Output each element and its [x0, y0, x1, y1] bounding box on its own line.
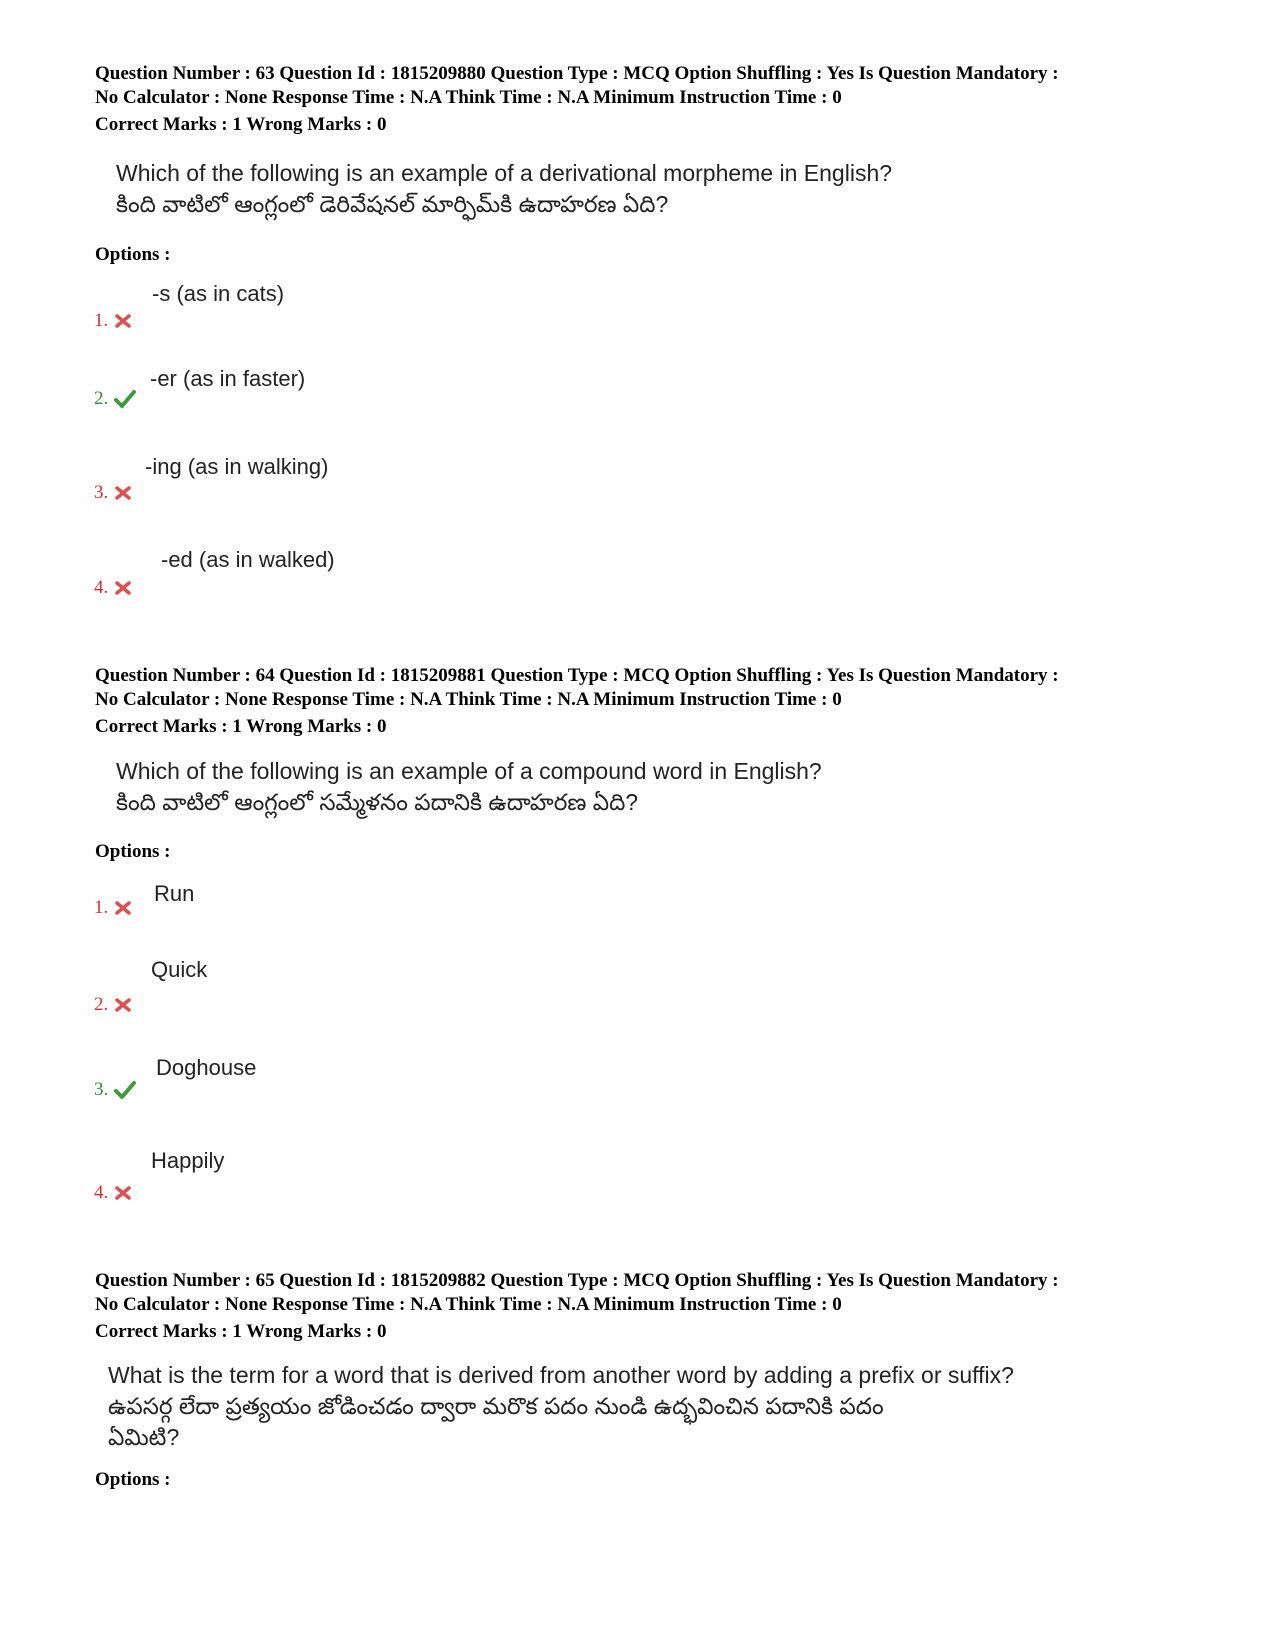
question-text	[108, 1360, 1148, 1453]
option-text: -s (as in cats)	[152, 281, 285, 306]
option-number: 2.	[94, 994, 132, 1016]
question-meta	[95, 62, 1235, 110]
cross-icon	[114, 1185, 132, 1201]
options-header: Options :	[95, 1469, 171, 1490]
question-text-telugu-cont: ఏమిటి?	[108, 1424, 180, 1450]
option-text: -ed (as in walked)	[161, 547, 335, 572]
cross-icon	[114, 580, 132, 596]
question-text-english: Which of the following is an example of a derivational morpheme in English?	[116, 160, 893, 186]
cross-icon	[114, 900, 132, 916]
meta-line-2: No Calculator : None Response Time : N.A Think Time : N.A Minimum Instruction Time : 0	[95, 87, 842, 108]
meta-line-1: Question Number : 63 Question Id : 1815209880 Question Type : MCQ Option Shuffling : Yes Is Question Mandatory :	[95, 63, 1059, 84]
question-meta	[95, 1269, 1235, 1317]
cross-icon	[114, 313, 132, 329]
option-text: -er (as in faster)	[150, 366, 306, 391]
option-number: 3.	[94, 482, 132, 504]
option-number: 3.	[94, 1079, 136, 1101]
question-text-english: What is the term for a word that is derived from another word by adding a prefix or suffix?	[108, 1362, 1014, 1388]
question-text	[116, 756, 1156, 818]
question-meta	[95, 664, 1235, 712]
options-header: Options :	[95, 841, 171, 862]
check-icon	[114, 390, 136, 408]
option-text: Happily	[151, 1148, 225, 1173]
option-text: -ing (as in walking)	[145, 454, 329, 479]
marks-line: Correct Marks : 1 Wrong Marks : 0	[95, 114, 387, 135]
option-number: 2.	[94, 388, 136, 410]
meta-line-1: Question Number : 65 Question Id : 1815209882 Question Type : MCQ Option Shuffling : Yes Is Question Mandatory :	[95, 1270, 1059, 1291]
option-number: 1.	[94, 310, 132, 332]
option-text: Run	[154, 881, 195, 906]
marks-line: Correct Marks : 1 Wrong Marks : 0	[95, 716, 387, 737]
option-text: Quick	[151, 957, 208, 982]
option-text: Doghouse	[156, 1055, 257, 1080]
question-text-telugu: కింది వాటిలో ఆంగ్లంలో సమ్మేళనం పదానికి ఉదాహరణ ఏది?	[116, 789, 639, 815]
question-text-english: Which of the following is an example of a compound word in English?	[116, 758, 822, 784]
options-header: Options :	[95, 244, 171, 265]
cross-icon	[114, 485, 132, 501]
question-text-telugu: కింది వాటిలో ఆంగ్లంలో డెరివేషనల్ మార్ఫిమ్‌కి ఉదాహరణ ఏది?	[116, 191, 669, 217]
meta-line-1: Question Number : 64 Question Id : 1815209881 Question Type : MCQ Option Shuffling : Yes Is Question Mandatory :	[95, 665, 1059, 686]
option-number: 4.	[94, 1182, 132, 1204]
option-number: 1.	[94, 897, 132, 919]
marks-line: Correct Marks : 1 Wrong Marks : 0	[95, 1321, 387, 1342]
question-text-telugu: ఉపసర్గ లేదా ప్రత్యయం జోడించడం ద్వారా మరొక పదం నుండి ఉద్భవించిన పదానికి పదం	[108, 1393, 884, 1419]
question-text	[116, 158, 1156, 220]
meta-line-2: No Calculator : None Response Time : N.A Think Time : N.A Minimum Instruction Time : 0	[95, 1294, 842, 1315]
meta-line-2: No Calculator : None Response Time : N.A Think Time : N.A Minimum Instruction Time : 0	[95, 689, 842, 710]
check-icon	[114, 1081, 136, 1099]
cross-icon	[114, 997, 132, 1013]
option-number: 4.	[94, 577, 132, 599]
